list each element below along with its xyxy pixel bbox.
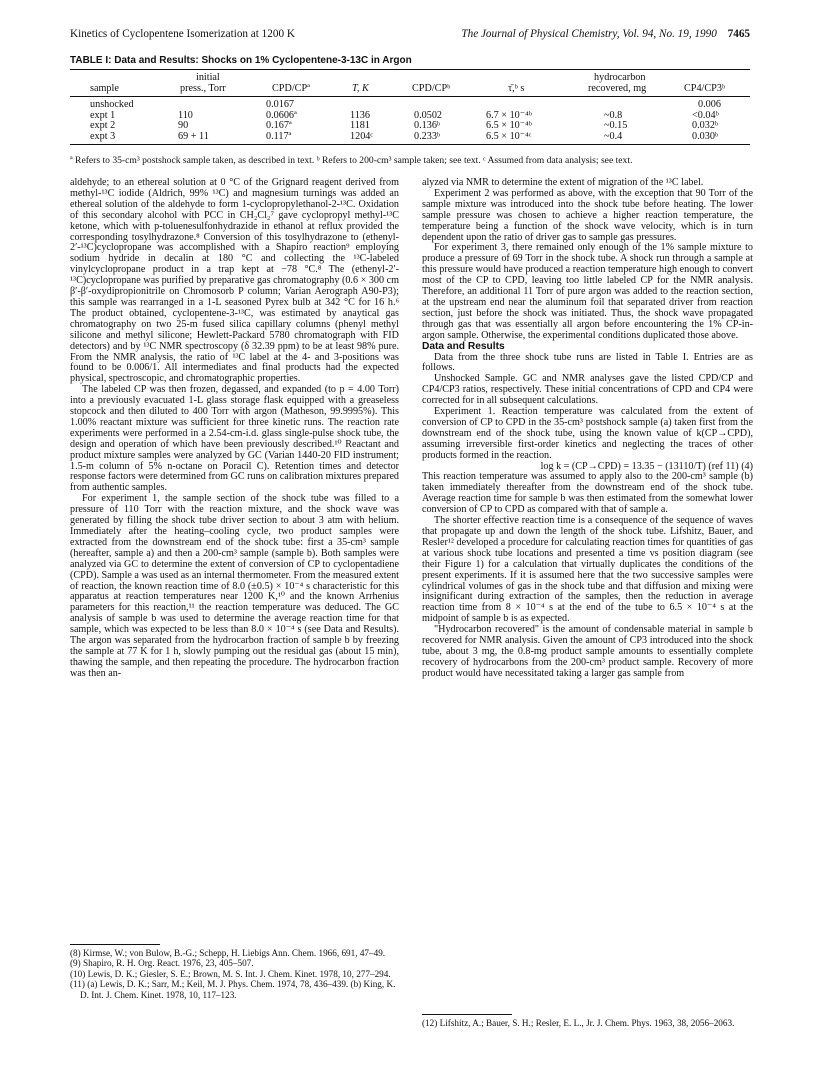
- cell-hc: ~0.8: [604, 109, 623, 121]
- cell-sample: unshocked: [90, 99, 134, 110]
- cell-temp: 1204ᶜ: [350, 130, 373, 142]
- cell-cpd-a: 0.0167: [266, 99, 295, 110]
- reference: (12) Lifshitz, A.; Bauer, S. H.; Resler, E. L., Jr. J. Chem. Phys. 1963, 38, 2056–2063.: [422, 1018, 735, 1028]
- cell-tau: 6.5 × 10⁻⁴ᶜ: [486, 130, 532, 142]
- cell-temp: 1181: [350, 120, 370, 132]
- paragraph: For experiment 1, the sample section of the shock tube was filled to a pressure of 110 Torr with the reaction mixture, and the shock wave was generated by filling the shock tube driver section to about 3 atm with helium. Immediately after the heating–cooling cycle, two product samples were extracted from the downstream end of the shock tube: first a 35-cm³ sample (hereafter, sample a) and then a 200-cm³ sample (sample b). Both samples were analyzed via GC to determine the extent of conversion of CP to cyclopentadiene (CPD). Sample a was used as an internal thermometer. From the measured extent of reaction, the known reaction time of 8.0 (±0.5) × 10⁻⁴ s characteristic for this apparatus at reaction temperatures near 1200 K,¹⁰ and the known Arrhenius parameters for this reaction,¹¹ the reaction temperature was deduced. The GC analysis of sample b was used to determine the average reaction time for that sample, which was expected to be less than 8.0 × 10⁻⁴ s (see Data and Results). The argon was separated from the hydrocarbon fraction of sample b by freezing the sample at 77 K for 1 h, slowly pumping out the residual gas (about 15 min), thawing the sample, and then repeating the procedure. The hydrocarbon fraction was then an-: [70, 493, 399, 679]
- cell-cp4: <0.04ᵇ: [692, 109, 719, 121]
- paragraph: The labeled CP was then frozen, degassed, and expanded (to p = 4.00 Torr) into a previously evacuated 1-L glass storage flask equipped with a greaseless stopcock and then diluted to 400 Torr with argon (Matheson, 99.9995%). This 1.00% reactant mixture was sufficient for three kinetic runs. The reaction rate experiments were performed in a 2.54-cm-i.d. glass single-pulse shock tube, the design and operation of which have been previously described.¹⁰ Reactant and product mixture samples were analyzed by GC (Varian 1440-20 FID instrument; 1.5-m column of 5% n-octane on Poracil C). Retention times and detector response factors were determined from GC runs on calibration mixtures prepared from authentic samples.: [70, 384, 399, 494]
- col-initial-line2: press., Torr: [180, 83, 226, 94]
- table-row: [70, 121, 750, 132]
- paragraph: Unshocked Sample. GC and NMR analyses gave the listed CPD/CP and CP4/CP3 ratios, respectively. These initial concentrations of CPD and CP4 were corrected for in all subsequent calculations.: [422, 373, 753, 407]
- cell-sample: expt 2: [90, 120, 116, 132]
- cell-sample: expt 3: [90, 130, 116, 142]
- paragraph: For experiment 3, there remained only enough of the 1% sample mixture to produce a pressure of 69 Torr in the shock tube. A shock run through a sample at this pressure would have produced a reaction temperature high enough to convert most of the CP to CPD, leaving too little labeled CP for the NMR analysis. Therefore, an additional 11 Torr of pure argon was added to the reaction section, at the upstream end near the aluminum foil that separated driver from reaction section, just before the shock was initiated. Thus, the shock wave propagated through gas that was essentially all argon before encountering the 1% CP-in-argon sample. Otherwise, the experimental conditions duplicated those above.: [422, 242, 753, 341]
- col-cpd-cp-b: CPD/CPᵇ: [412, 83, 451, 94]
- references-rule: [70, 944, 160, 945]
- cell-cpd-b: 0.233ᵇ: [414, 130, 441, 142]
- col-initial-line1: initial: [196, 72, 220, 83]
- table-row: [70, 132, 750, 143]
- data-table: [70, 69, 750, 145]
- cell-cp4: 0.006: [698, 99, 721, 110]
- col-hc-line1: hydrocarbon: [594, 72, 646, 83]
- col-cpd-cp-a: CPD/CPª: [272, 83, 310, 94]
- equation: log k = (CP→CPD) = 13.35 − (13110/T) (ref 11) (4): [540, 460, 753, 472]
- right-column: [422, 178, 753, 680]
- col-sample: sample: [90, 83, 119, 94]
- cell-sample: expt 1: [90, 109, 116, 121]
- cell-cp4: 0.030ᵇ: [692, 130, 719, 142]
- reference: (10) Lewis, D. K.; Giesler, S. E.; Brown, M. S. Int. J. Chem. Kinet. 1978, 10, 277–294.: [70, 968, 391, 979]
- cell-press: 110: [178, 109, 193, 121]
- table-header: [70, 70, 750, 96]
- cell-cpd-b: 0.0502: [414, 109, 443, 121]
- col-hc-line2: recovered, mg: [588, 83, 647, 94]
- table-footnote: ª Refers to 35-cm³ postshock sample taken, as described in text. ᵇ Refers to 200-cm³ sample taken; see text. ᶜ Assumed from data analysis; see text.: [70, 155, 633, 166]
- references-right: [422, 1018, 753, 1028]
- paragraph: Data from the three shock tube runs are listed in Table I. Entries are as follows.: [422, 351, 753, 374]
- cell-press: 90: [178, 120, 189, 132]
- paragraph: This reaction temperature was assumed to apply also to the 200-cm³ sample (b) taken immediately thereafter from the downstream end of the shock tube. Average reaction time for sample b was then estimated from the somewhat lower conversion of CP to CPD as compared with that of sample a.: [422, 471, 753, 516]
- cell-hc: ~0.4: [604, 130, 623, 142]
- paragraph: alyzed via NMR to determine the extent of migration of the ¹³C label.: [422, 177, 704, 188]
- table-bottom-rule: [70, 144, 750, 145]
- running-header: [70, 26, 750, 42]
- cell-cp4: 0.032ᵇ: [692, 120, 719, 132]
- references-left: [70, 948, 399, 1000]
- cell-hc: ~0.15: [604, 120, 628, 132]
- cell-cpd-b: 0.136ᵇ: [414, 120, 441, 132]
- section-heading: Data and Results: [422, 340, 505, 352]
- cell-tau: 6.7 × 10⁻⁴ᵇ: [486, 109, 532, 121]
- cell-cpd-a: 0.0606ª: [266, 109, 297, 121]
- left-column: [70, 178, 399, 680]
- table-row: [70, 100, 750, 111]
- col-tau: τ̄,ᵇ s: [508, 83, 525, 94]
- reference: (8) Kirmse, W.; von Bulow, B.-G.; Schepp, H. Liebigs Ann. Chem. 1966, 691, 47–49.: [70, 948, 386, 958]
- references-rule: [422, 1014, 512, 1015]
- cell-temp: 1136: [350, 109, 370, 121]
- col-cp4-cp3: CP4/CP3ᵇ: [684, 83, 726, 94]
- table-row: [70, 111, 750, 122]
- reference: (9) Shapiro, R. H. Org. React. 1976, 23, 405–507.: [70, 958, 254, 969]
- cell-tau: 6.5 × 10⁻⁴ᵇ: [486, 120, 532, 132]
- header-journal: [461, 26, 750, 42]
- page-number: 7465: [727, 28, 750, 40]
- table-caption: TABLE I: Data and Results: Shocks on 1% Cyclopentene-3-13C in Argon: [70, 55, 412, 66]
- paragraph: The shorter effective reaction time is a consequence of the sequence of waves that propagate up and down the length of the shock tube. Lifshitz, Bauer, and Resler¹² developed a procedure for calculating reaction times for quantities of gas at various shock tube locations and presented a time vs position diagram (see their Figure 1) for a calculation that virtually duplicates the conditions of the present experiments. If it is assumed here that the two successive samples were cylindrical volumes of gas in the shock tube and that diffusion and mixing were insignificant during extraction of the samples, then the reduction in average reaction time from 8 × 10⁻⁴ s at the end of the tube to 6.5 × 10⁻⁴ s at the midpoint of sample b is as expected.: [422, 515, 753, 625]
- journal-citation: The Journal of Physical Chemistry, Vol. 94, No. 19, 1990: [461, 28, 717, 40]
- paragraph: Experiment 1. Reaction temperature was calculated from the extent of conversion of CP to CPD in the 35-cm³ postshock sample (a) taken first from the downstream end of the shock tube, using the known value of k(CP→CPD), assuming irreversible first-order kinetics and neglecting the traces of other products formed in the reaction.: [422, 406, 753, 461]
- paragraph: aldehyde; to an ethereal solution at 0 °C of the Grignard reagent derived from methyl-¹³C iodide (Aldrich, 99% ¹³C) and magnesium turnings was added an ethereal solution of the aldehyde to form 1-cyclopropylethanol-2-¹³C. Oxidation of this secondary alcohol with PCC in CH₂Cl₂⁷ gave cyclopropyl methyl-¹³C ketone, which with p-toluenesulfonhydrazide in ethanol at reflux provided the corresponding tosylhydrazone.⁸ Conversion of this tosylhydrazone to (ethenyl-2′-¹³C)cyclopropane was accomplished with a Shapiro reaction⁹ employing sodium hydride in decalin at 180 °C and collecting the ¹³C-labeled vinylcyclopropane product in a trap kept at −78 °C.⁸ The (ethenyl-2′-¹³C)cyclopropane was purified by preparative gas chromatography (0.6 × 300 cm β′-β′-oxydipropionitrile on Chromosorb P column; Varian Aerograph A90-P3); this sample was rearranged in a 1-L seasoned Pyrex bulb at 342 °C for 16 h.⁶ The product obtained, cyclopentene-3-¹³C, was estimated by anaytical gas chromatography on two 25-m fused silica capillary columns (phenyl methyl silicone and methyl silicone; Hewlett-Packard 5780 chromatograph with FID detectors) and by ¹³C NMR spectroscopy (δ 32.39 ppm) to be at least 98% pure. From the NMR analysis, the ratio of ¹³C label at the 4- and 3-positions was found to be 0.006/1. All intermediates and final products had the expected physical, spectroscopic, and chromatographic properties.: [70, 177, 399, 385]
- col-temperature: T, K: [352, 83, 369, 94]
- table-body: [70, 97, 750, 144]
- paragraph: Experiment 2 was performed as above, with the exception that 90 Torr of the sample mixture was introduced into the shock tube before heating. The lower sample pressure was chosen to achieve a higher reaction temperature, the temperature being a function of the shock wave velocity, which is in turn dependent upon the ratio of driver gas to sample gas pressures.: [422, 187, 753, 243]
- paragraph: "Hydrocarbon recovered" is the amount of condensable material in sample b recovered for NMR analysis. Given the amount of CP3 introduced into the shock tube, about 3 mg, the 0.8-mg product sample amounts to essentially complete recovery of hydrocarbons from the 200-cm³ product sample. Recovery of more product would have necessitated taking a larger gas sample from: [422, 624, 753, 679]
- reference: (11) (a) Lewis, D. K.; Sarr, M.; Keil, M. J. Phys. Chem. 1974, 78, 436–439. (b) King, K. D. Int. J. Chem. Kinet. 1978, 10, 117–123.: [70, 979, 396, 1000]
- cell-cpd-a: 0.117ª: [266, 130, 292, 142]
- cell-press: 69 + 11: [178, 130, 209, 142]
- cell-cpd-a: 0.167ª: [266, 120, 292, 132]
- header-title: Kinetics of Cyclopentene Isomerization at 1200 K: [70, 28, 295, 40]
